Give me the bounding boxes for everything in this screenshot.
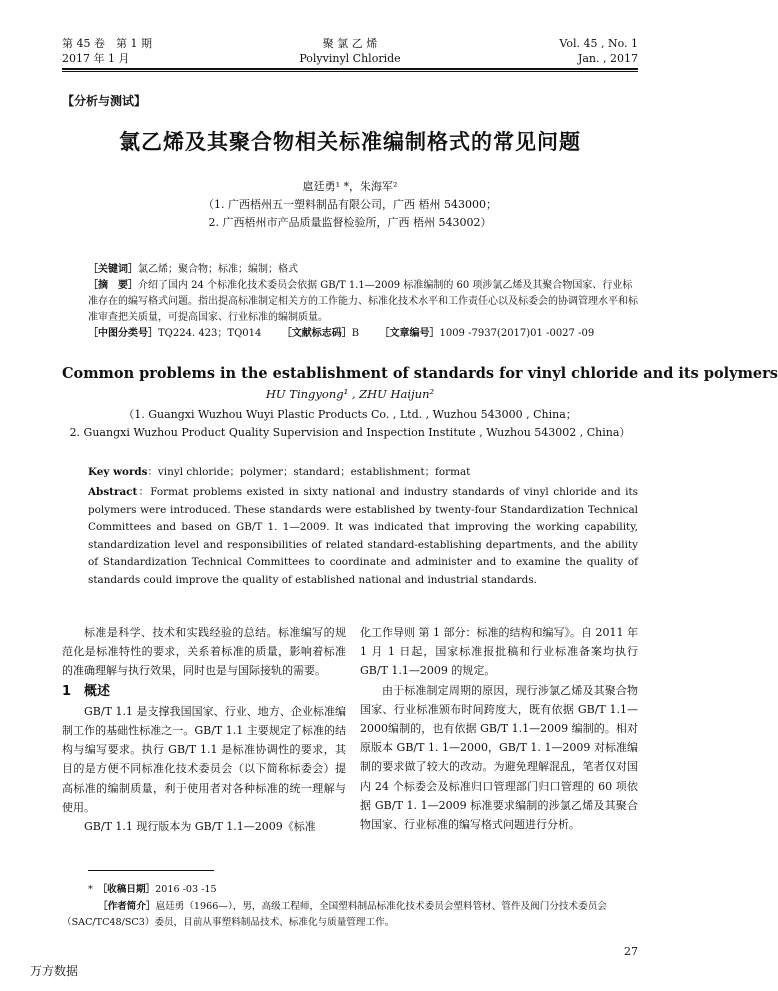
affiliation-en-2: 2. Guangxi Wuzhou Product Quality Supervision and Inspection Institute , Wuzhou 543002 , China） [69,426,631,439]
body-right-column [360,623,638,834]
clc-label: ［中图分类号］ [88,328,158,339]
bio-label: ［作者简介］ [98,901,156,912]
body-left-column [62,623,346,836]
body-paragraph: 化工作导则 第 1 部分：标准的结构和编写》。自 2011 年 1 月 1 日起，国家标准报批稿和行业标准备案均执行 GB/T 1.1—2009 的规定。 [360,626,638,678]
received-label: ［收稿日期］ [102,884,156,895]
doc-code-value: B [351,328,360,339]
abstract-en-text: ：Format problems existed in sixty national and industry standards of vinyl chloride and its polymers were introduced. These standards were established by twenty-four Standardization Technical Committees and based on GB/T 1. 1—2009. It was indicated that improving the working capability, standardization level and responsibilities of related standard-establishing departments, and the ability of Standardization Technical Committees to coordinate and administer and to examine the quality of standards could improve the quality of established national and industrial standards. [88,486,638,586]
keywords-en-label: Key words [88,466,148,478]
footnote-rule [88,870,214,871]
authors-cn: 扈廷勇¹ *，朱海军² [302,180,398,193]
body-paragraph: GB/T 1.1 现行版本为 GB/T 1.1—2009《标准 [84,820,316,834]
journal-volume-en: Vol. 45 , No. 1 [559,37,638,50]
journal-name-en: Polyvinyl Chloride [299,52,401,65]
article-no-label: ［文章编号］ [379,328,440,339]
article-no-value: 1009 -7937(2017)01 -0027 -09 [439,328,595,339]
journal-date-cn: 2017 年 1 月 [62,52,130,65]
abstract-cn-text: 介绍了国内 24 个标准化技术委员会依据 GB/T 1.1—2009 标准编制的 60 项涉氯乙烯及其聚合物国家、行业标准存在的编写格式问题。指出提高标准制定相关方的工作能力、标准化技术水平和工作责任心以及标委会的协调管理水平和标准审查把关质量，可提高国家、行业标准的编制质量。 [88,280,638,323]
journal-name-cn: 聚 氯 乙 烯 [322,37,378,50]
received-date: 2016 -03 -15 [155,884,217,895]
doc-code-label: ［文献标志码］ [281,328,352,339]
section-heading-overview: 1 概述 [62,683,111,699]
footnote-star: * [88,884,103,895]
abstract-cn [88,278,638,326]
affiliation-cn-2: 2. 广西梧州市产品质量监督检验所，广西 梧州 543002） [208,216,492,229]
keywords-cn-label: ［关键词］ [88,264,138,275]
keywords-en-text: ：vinyl chloride；polymer；standard；establishment；format [147,466,471,478]
body-paragraph: 由于标准制定周期的原因，现行涉氯乙烯及其聚合物国家、行业标准颁布时间跨度大，既有依据 GB/T 1.1—2000编制的，也有依据 GB/T 1.1—2009 编制的。相对原版本 GB/T 1. 1—2000，GB/T 1. 1—2009 对标准编制的要求做了较大的改动。为避免理解混乱，笔者仅对国内 24 个标委会及标准归口管理部门归口管理的 60 项依据 GB/T 1. 1—2009 标准要求编制的涉氯乙烯及其聚合物国家、行业标准的编写格式问题进行分析。 [360,683,638,832]
header-rule-thin [62,71,638,72]
keywords-cn-text: 氯乙烯；聚合物；标准；编制；格式 [138,264,298,275]
watermark: 万方数据 [30,964,79,978]
affiliation-en-1: （1. Guangxi Wuzhou Wuyi Plastic Products Co. , Ltd. , Wuzhou 543000 , China； [123,408,577,421]
authors-en: HU Tingyong¹ , ZHU Haijun² [265,387,435,401]
footnote-received [62,882,638,898]
clc-value: TQ224. 423；TQ014 [158,328,262,339]
abstract-en-label: Abstract [88,486,138,498]
body-paragraph: GB/T 1.1 是支撑我国国家、行业、地方、企业标准编制工作的基础性标准之一。GB/T 1.1 主要规定了标准的结构与编写要求。执行 GB/T 1.1 是标准协调性的要求，其目的是方便不同标准化技术委员会（以下简称标委会）提高标准的编制质量，利于使用者对各种标准的统一理解与使用。 [62,704,346,814]
page-number: 27 [624,945,638,958]
header-rule [62,68,638,70]
abstract-en [88,484,638,590]
abstract-cn-label: ［摘 要］ [88,280,138,291]
body-paragraph: 标准是科学、技术和实践经验的总结。标准编写的规范化是标准特性的要求，关系着标准的质量，影响着标准的准确理解与执行效果，同时也是与国际接轨的需要。 [62,626,346,678]
title-cn: 氯乙烯及其聚合物相关标准编制格式的常见问题 [119,129,581,154]
bio-text: 扈廷勇（1966—），男，高级工程师，全国塑料制品标准化技术委员会塑料管材、管件及阀门分技术委员会（SAC/TC48/SC3）委员，目前从事塑料制品技术、标准化与质量管理工作。 [62,901,607,928]
title-en: Common problems in the establishment of standards for vinyl chloride and its polymers [62,365,778,382]
journal-volume-issue: 第 45 卷 第 1 期 [62,37,152,50]
footnote-bio [62,899,638,931]
classification-line [88,326,638,342]
journal-date-en: Jan. , 2017 [577,52,638,65]
section-tag: 【分析与测试】 [62,94,147,108]
keywords-en [88,464,638,482]
keywords-cn [88,262,638,278]
affiliation-cn-1: （1. 广西梧州五一塑料制品有限公司，广西 梧州 543000； [203,198,497,211]
